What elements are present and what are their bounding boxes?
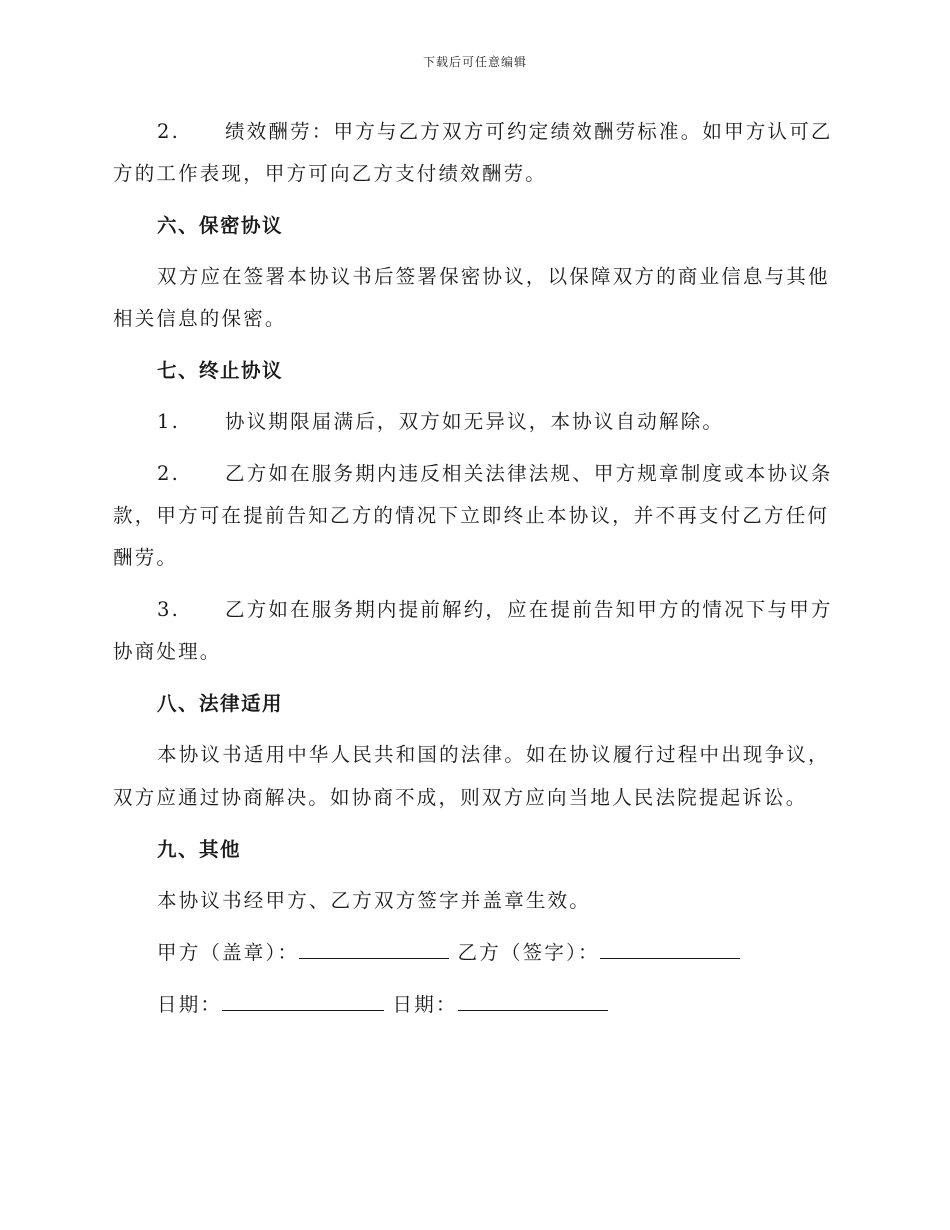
list-number: 2. — [157, 120, 181, 143]
party-b-date-blank — [458, 992, 608, 1011]
paragraph-line: 双方应通过协商解决。如协商不成，则双方应向当地人民法院提起诉讼。 — [113, 786, 808, 809]
section-heading: 九、其他 — [157, 838, 242, 861]
paragraph-text: 乙方如在服务期内违反相关法律法规、甲方规章制度或本协议条 — [225, 462, 833, 485]
paragraph-text: 绩效酬劳：甲方与乙方双方可约定绩效酬劳标准。如甲方认可乙 — [225, 120, 833, 143]
paragraph-line — [157, 406, 724, 434]
paragraph-line — [157, 458, 833, 486]
paragraph-text: 乙方如在服务期内提前解约，应在提前告知甲方的情况下与甲方 — [225, 598, 833, 621]
date-row — [157, 989, 608, 1017]
paragraph-text: 协议期限届满后，双方如无异议，本协议自动解除。 — [225, 410, 725, 433]
section-heading: 八、法律适用 — [157, 692, 284, 715]
list-number: 3. — [157, 598, 181, 621]
paragraph-line: 酬劳。 — [113, 546, 179, 569]
paragraph-line — [157, 594, 833, 622]
party-b-sign-blank — [600, 940, 740, 959]
paragraph-line: 本协议书适用中华人民共和国的法律。如在协议履行过程中出现争议， — [157, 743, 830, 766]
section-heading: 六、保密协议 — [157, 214, 284, 237]
paragraph-line: 双方应在签署本协议书后签署保密协议，以保障双方的商业信息与其他 — [157, 265, 830, 288]
list-number: 2. — [157, 462, 181, 485]
signature-row — [157, 937, 740, 965]
paragraph-line: 款，甲方可在提前告知乙方的情况下立即终止本协议，并不再支付乙方任何 — [113, 504, 830, 527]
paragraph-line: 方的工作表现，甲方可向乙方支付绩效酬劳。 — [113, 162, 548, 185]
party-a-date-blank — [222, 992, 384, 1011]
section-heading: 七、终止协议 — [157, 359, 284, 382]
paragraph-line: 相关信息的保密。 — [113, 307, 287, 330]
page-header: 下载后可任意编辑 — [422, 55, 527, 69]
paragraph-line: 协商处理。 — [113, 640, 222, 663]
party-b-sign-label: 乙方（签字）： — [457, 941, 600, 964]
party-b-date-label: 日期： — [392, 993, 458, 1016]
party-a-date-label: 日期： — [157, 993, 223, 1016]
paragraph-line — [157, 116, 833, 144]
list-number: 1. — [157, 410, 181, 433]
party-a-seal-blank — [299, 940, 449, 959]
paragraph-line: 本协议书经甲方、乙方双方签字并盖章生效。 — [157, 889, 592, 912]
party-a-seal-label: 甲方（盖章）： — [157, 941, 300, 964]
